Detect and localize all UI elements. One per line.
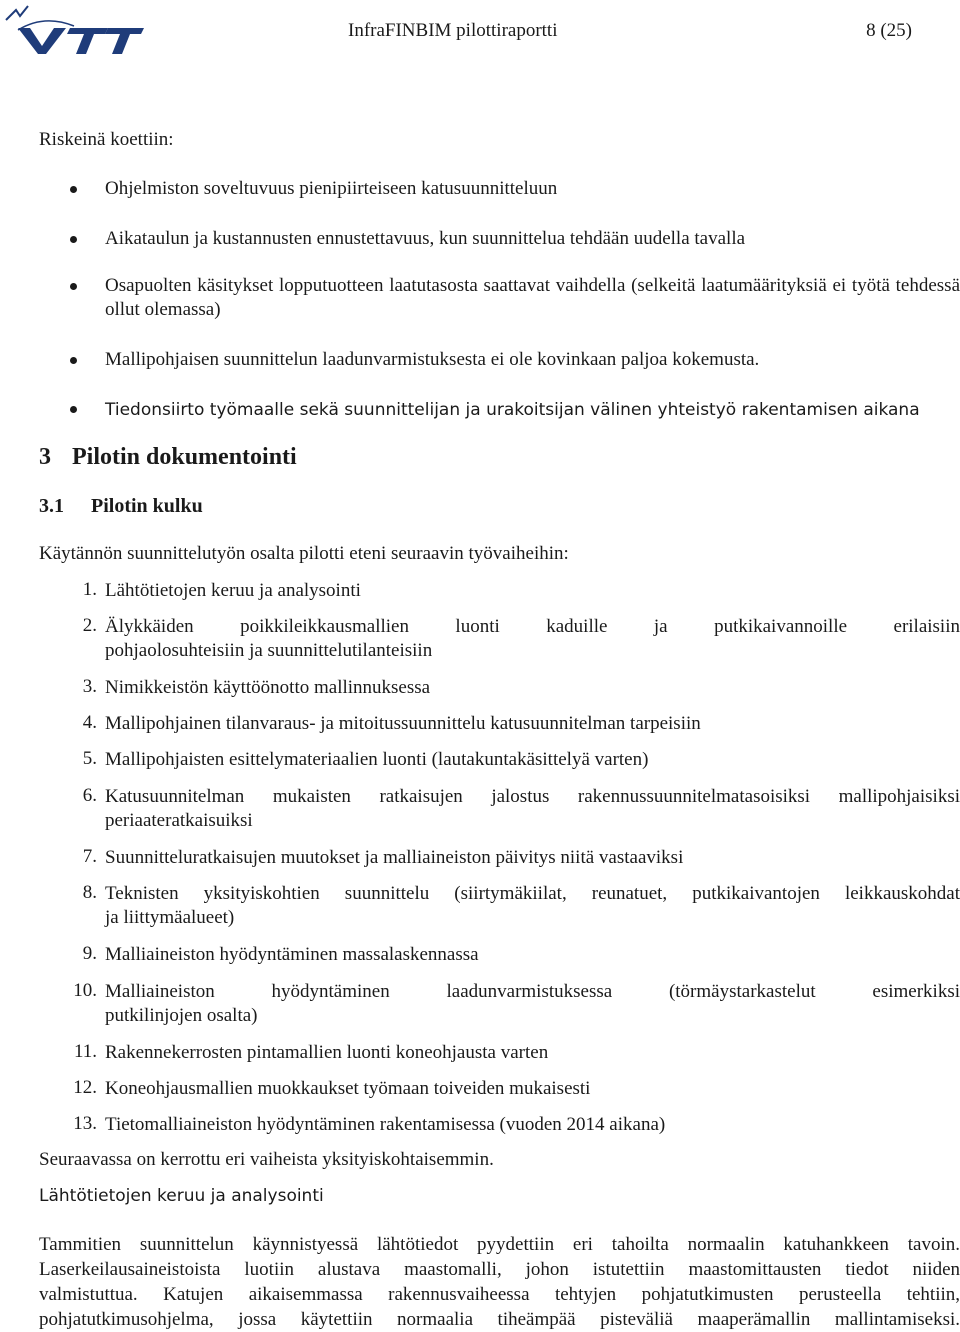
list-item: [105, 712, 960, 736]
list-item-line: ja liittymäalueet): [105, 907, 235, 928]
list-number: 9.: [82, 943, 97, 964]
risk-item: Aikataulun ja kustannusten ennustettavuus, kun suunnittelua tehdään uudella tavalla: [105, 228, 746, 249]
phases-outro: Seuraavassa on kerrottu eri vaiheista yksityiskohtaisemmin.: [39, 1149, 494, 1170]
list-item-line: Malliaineiston hyödyntäminen massalaskennassa: [105, 944, 479, 965]
vtt-logo: [4, 2, 144, 54]
list-number: 3.: [82, 676, 97, 697]
list-number: 4.: [82, 712, 97, 733]
risks-intro: Riskeinä koettiin:: [39, 129, 174, 150]
list-item: [105, 676, 960, 700]
paragraph-line: Laserkeilausaineistoista luotiin alustava maastomalli, johon istutettiin maastomittausten tiedot niiden: [39, 1259, 960, 1280]
paragraph-line: valmistuttua. Katujen aikaisemmassa rakennusvaiheessa tehtyjen pohjatutkimusten perusteella tehtiin,: [39, 1284, 960, 1305]
list-number: 6.: [82, 785, 97, 806]
list-item-line: Rakennekerrosten pintamallien luonti koneohjausta varten: [105, 1042, 549, 1063]
list-number: 5.: [82, 748, 97, 769]
bullet-icon: [70, 406, 77, 413]
list-number: 7.: [82, 846, 97, 867]
list-item: [105, 980, 960, 1028]
section-heading: [39, 444, 297, 471]
risk-item: Osapuolten käsitykset lopputuotteen laatutasosta saattavat vaihdella (selkeitä laatumäärityksiä ei työtä tehdessä ollut olemassa): [105, 275, 960, 320]
list-number: 1.: [82, 579, 97, 600]
paragraph-line: Tammitien suunnittelun käynnistyessä lähtötiedot pyydettiin eri tahoilta normaalin katuhankkeen tavoin.: [39, 1234, 960, 1255]
list-item: [105, 579, 960, 603]
list-number: 8.: [82, 882, 97, 903]
list-item-line: Koneohjausmallien muokkaukset työmaan toiveiden mukaisesti: [105, 1078, 591, 1099]
bullet-icon: [70, 186, 77, 193]
bullet-icon: [70, 357, 77, 364]
list-item: [105, 846, 960, 870]
bullet-icon: [70, 236, 77, 243]
list-item-line: Tietomalliaineiston hyödyntäminen rakentamisessa (vuoden 2014 aikana): [105, 1114, 666, 1135]
list-item-line: Älykkäiden poikkileikkausmallien luonti kaduille ja putkikaivannoille erilaisiin: [105, 616, 960, 637]
list-number: 13.: [73, 1113, 97, 1134]
list-item-line: putkilinjojen osalta): [105, 1005, 258, 1026]
list-number: 11.: [73, 1041, 97, 1062]
list-number: 12.: [73, 1077, 97, 1098]
body-paragraph: [39, 1232, 960, 1332]
list-number: 2.: [82, 615, 97, 636]
list-item: [105, 882, 960, 930]
list-item: [105, 615, 960, 663]
risk-item: Mallipohjaisen suunnittelun laadunvarmistuksesta ei ole kovinkaan paljoa kokemusta.: [105, 349, 760, 370]
list-item-line: Teknisten yksityiskohtien suunnittelu (siirtymäkiilat, reunatuet, putkikaivantojen leikkauskohdat: [105, 883, 960, 904]
bullet-icon: [70, 283, 77, 290]
phases-intro: Käytännön suunnittelutyön osalta pilotti eteni seuraavin työvaiheihin:: [39, 543, 569, 564]
list-item-line: Katusuunnitelman mukaisten ratkaisujen jalostus rakennussuunnitelmatasoisiksi mallipohjaisiksi: [105, 786, 960, 807]
list-item-line: Malliaineiston hyödyntäminen laadunvarmistuksessa (törmäystarkastelut esimerkiksi: [105, 981, 960, 1002]
paragraph-line: pohjatutkimusohjelma, jossa käytettiin normaalia tiheämpää pisteväliä maaperämallin mallintamiseksi.: [39, 1309, 960, 1330]
subsection-title-lahtotiedot: Lähtötietojen keruu ja analysointi: [39, 1186, 324, 1206]
list-item-line: Nimikkeistön käyttöönotto mallinnuksessa: [105, 677, 431, 698]
list-item: [105, 1041, 960, 1065]
list-item: [105, 1077, 960, 1101]
list-item: [105, 748, 960, 772]
list-item-line: Mallipohjainen tilanvaraus- ja mitoitussuunnittelu katusuunnitelman tarpeisiin: [105, 713, 701, 734]
page-number: 8 (25): [866, 20, 912, 41]
list-item-line: Mallipohjaisten esittelymateriaalien luonti (lautakuntakäsittelyä varten): [105, 749, 649, 770]
document-title: InfraFINBIM pilottiraportti: [348, 20, 558, 41]
list-item-line: Lähtötietojen keruu ja analysointi: [105, 580, 361, 601]
list-number: 10.: [73, 980, 97, 1001]
list-item-line: Suunnitteluratkaisujen muutokset ja malliaineiston päivitys niitä vastaaviksi: [105, 847, 684, 868]
list-item-line: pohjaolosuhteisiin ja suunnittelutilanteisiin: [105, 640, 433, 661]
subsection-title: Pilotin kulku: [91, 495, 203, 517]
list-item: [105, 943, 960, 967]
risk-item: Ohjelmiston soveltuvuus pienipiirteiseen katusuunnitteluun: [105, 178, 558, 199]
list-item-line: periaateratkaisuiksi: [105, 810, 253, 831]
section-number: 3: [39, 444, 51, 470]
risk-item: Tiedonsiirto työmaalle sekä suunnittelijan ja urakoitsijan välinen yhteistyö rakentamisen aikana: [105, 400, 920, 420]
subsection-number: 3.1: [39, 495, 64, 517]
subsection-heading: [39, 495, 203, 518]
section-title: Pilotin dokumentointi: [72, 444, 297, 470]
list-item: [105, 1113, 960, 1137]
list-item: [105, 785, 960, 833]
